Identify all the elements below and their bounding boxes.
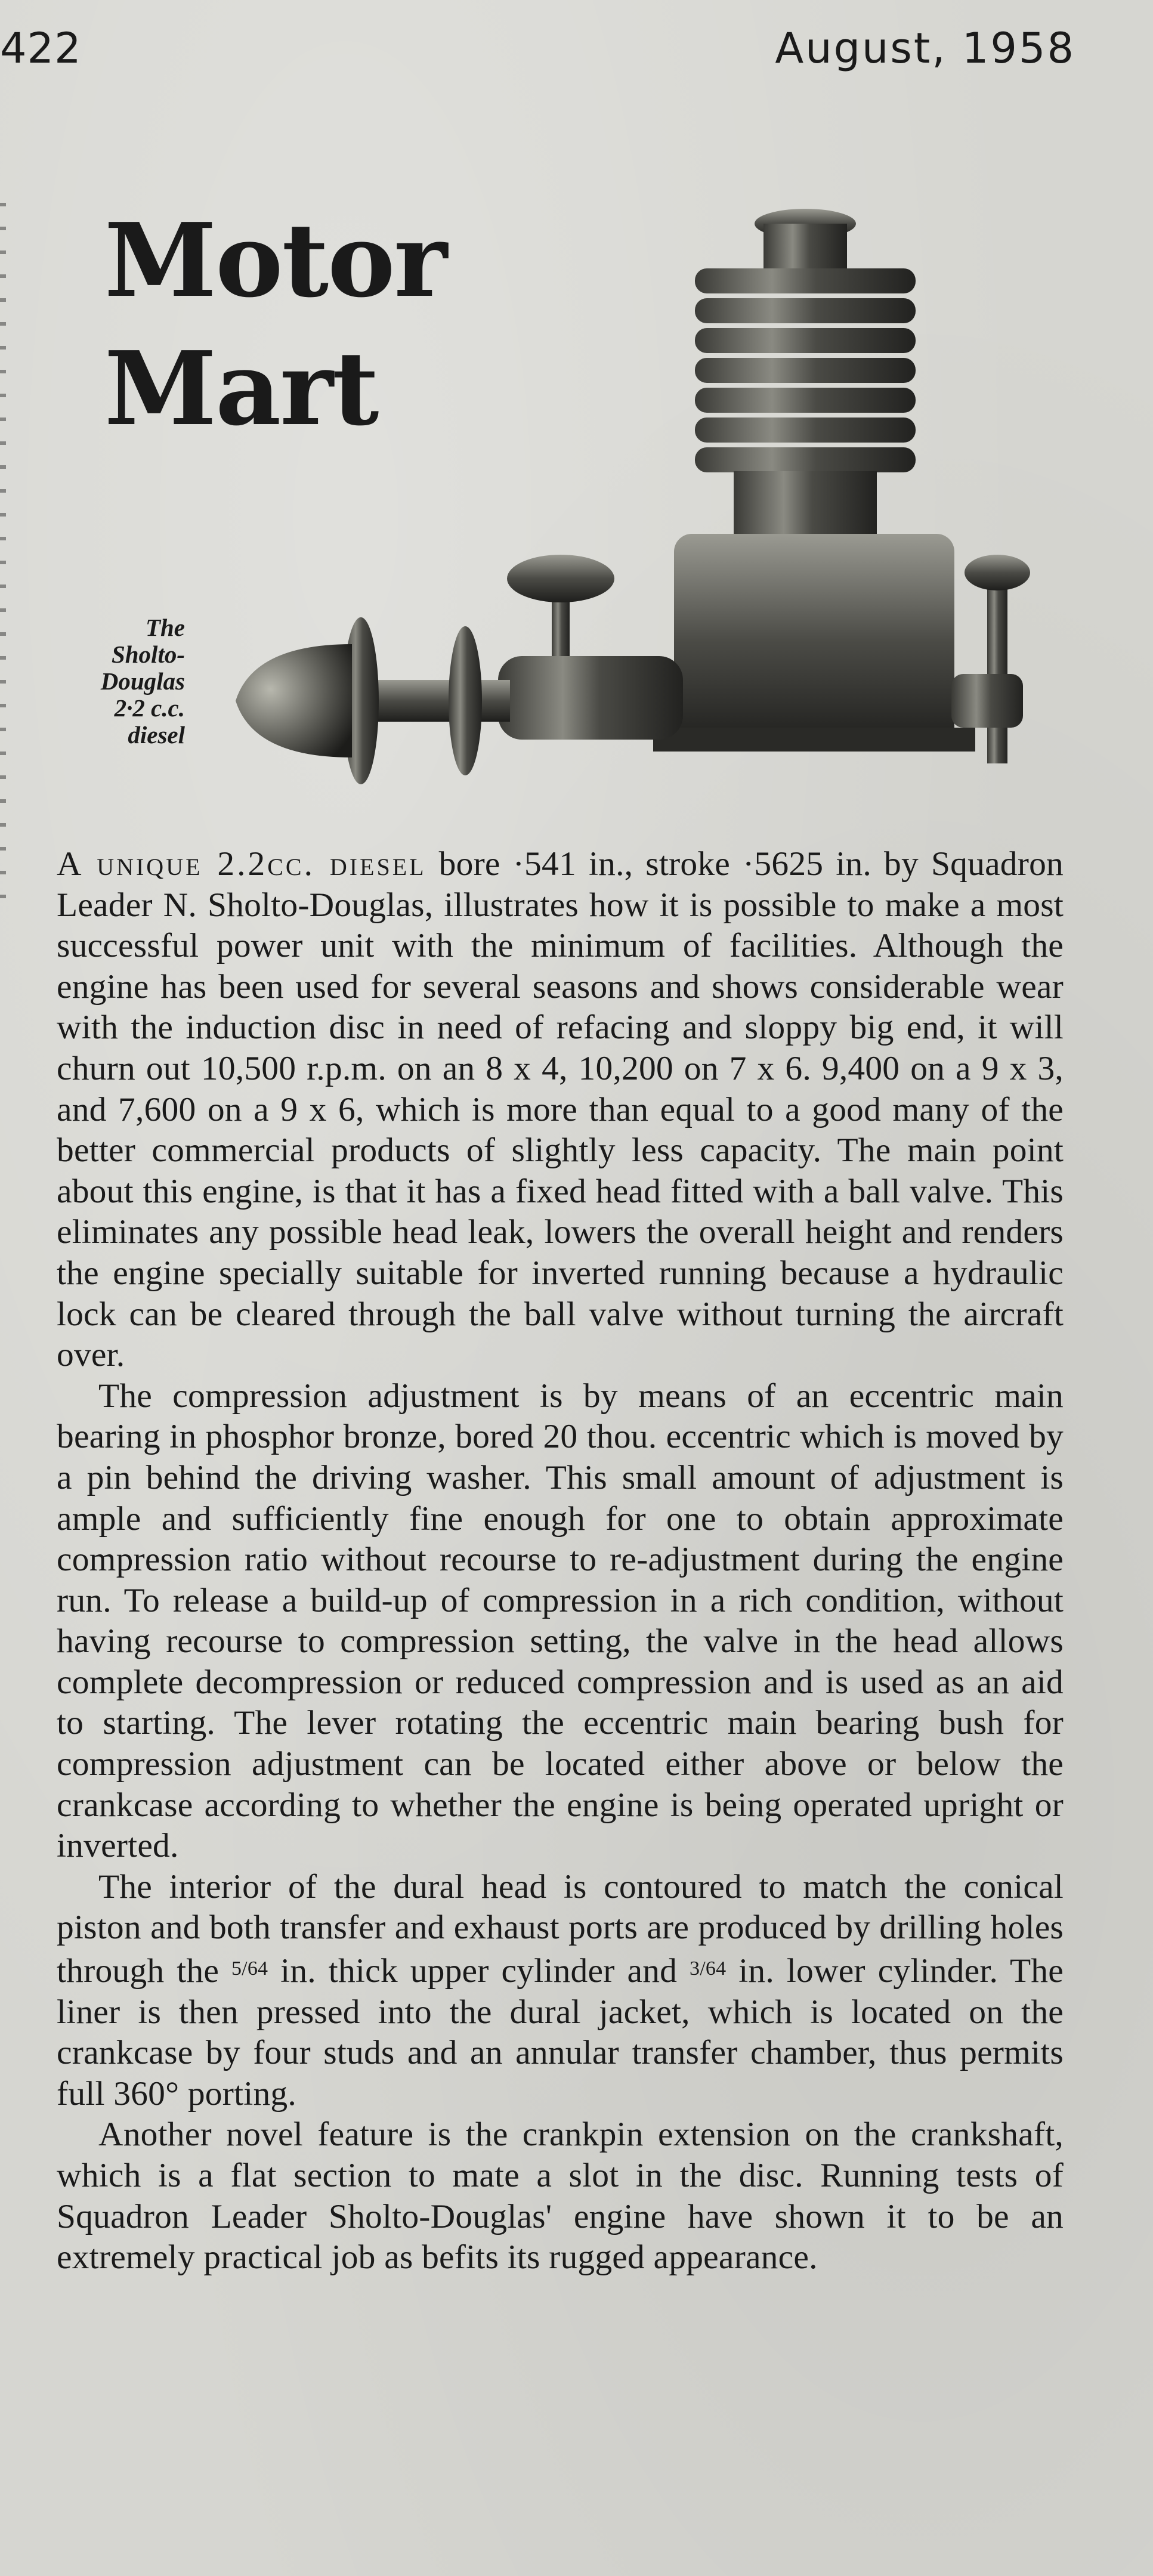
caption-line: Douglas — [100, 667, 185, 695]
paragraph-text: in. lower cylinder. The liner is then pressed into the dural jacket, which is located on the crankcase by four studs and an annular transfer chamber, thus permits full 360° porting. — [57, 1952, 1064, 2113]
fraction: 3/64 — [690, 1957, 727, 1980]
caption-line: The — [145, 614, 185, 641]
front-housing — [498, 656, 683, 740]
engine-photo — [236, 203, 1077, 835]
drive-washer — [449, 626, 482, 775]
crankshaft — [367, 680, 510, 722]
venturi — [951, 674, 1023, 728]
needle-valve — [987, 573, 1007, 763]
article-body — [57, 844, 1064, 2278]
caption-line: Sholto- — [111, 641, 185, 668]
lead-in: A unique 2.2cc. diesel — [57, 845, 426, 883]
head-cap-body — [763, 224, 847, 271]
title-line-2: Mart — [104, 329, 378, 449]
caption-line: diesel — [128, 721, 185, 749]
paragraph-text: bore ·541 in., stroke ·5625 in. by Squadron Leader N. Sholto-Douglas, illustrates how it is possible to make a most successful power unit with the minimum of facilities. Although the engine has been used for several seasons and shows considerable wear with the induction disc in need of refacing and sloppy big end, it will churn out 10,500 r.p.m. on an 8 x 4, 10,200 on 7 x 6. 9,400 on a 9 x 3, and 7,600 on a 9 x 6, which is more than equal to a good many of the better commercial products of slightly less capacity. The main point about this engine, is that it has a fixed head fitted with a ball valve. This eliminates any possible head leak, lowers the overall height and renders the engine specially suitable for inverted running because a hydraulic lock can be cleared through the ball valve without turning the aircraft over. — [57, 845, 1064, 1374]
cooling-fins — [695, 268, 916, 472]
compression-lever-head — [507, 555, 614, 602]
paragraph — [57, 1867, 1064, 2115]
paragraph — [57, 844, 1064, 1376]
paragraph: The compression adjustment is by means of an eccentric main bearing in phosphor bronze, bored 20 thou. eccentric which is moved by a pin behind the driving washer. This small amount of adjustment is ample and sufficiently fine enough for one to obtain approximate compression ratio without recourse to re-adjustment during the engine run. To release a build-up of compression in a rich condition, without having recourse to compression setting, the valve in the head allows complete decompression or reduced compression and is used as an aid to starting. The lever rotating the eccentric main bearing bush for compression adjustment can be located either above or below the crankcase according to whether the engine is being operated upright or inverted. — [57, 1377, 1064, 1865]
paragraph-text: The interior of the dural head is contoured to match the conical piston and both transfer and exhaust ports are produced by drilling holes through the — [57, 1867, 1064, 1990]
needle-valve-knob — [965, 555, 1030, 590]
cylinder — [734, 471, 877, 537]
caption-line: 2·2 c.c. — [114, 694, 185, 722]
title-line-1: Motor — [104, 201, 447, 320]
crankcase — [674, 534, 954, 749]
photo-caption — [72, 614, 185, 749]
margin-dots — [0, 203, 6, 919]
fraction: 5/64 — [231, 1957, 268, 1980]
page-number: 422 — [0, 24, 82, 73]
issue-date: August, 1958 — [775, 24, 1075, 73]
mounting-lug — [653, 728, 975, 752]
paragraph-text: in. thick upper cylinder and — [268, 1952, 690, 1990]
paragraph: Another novel feature is the crankpin extension on the crankshaft, which is a flat section to mate a slot in the disc. Running tests of Squadron Leader Sholto-Douglas' engine have shown it to be an extremely practical job as befits its rugged appearance. — [57, 2116, 1064, 2277]
spinner-nut — [236, 644, 352, 757]
